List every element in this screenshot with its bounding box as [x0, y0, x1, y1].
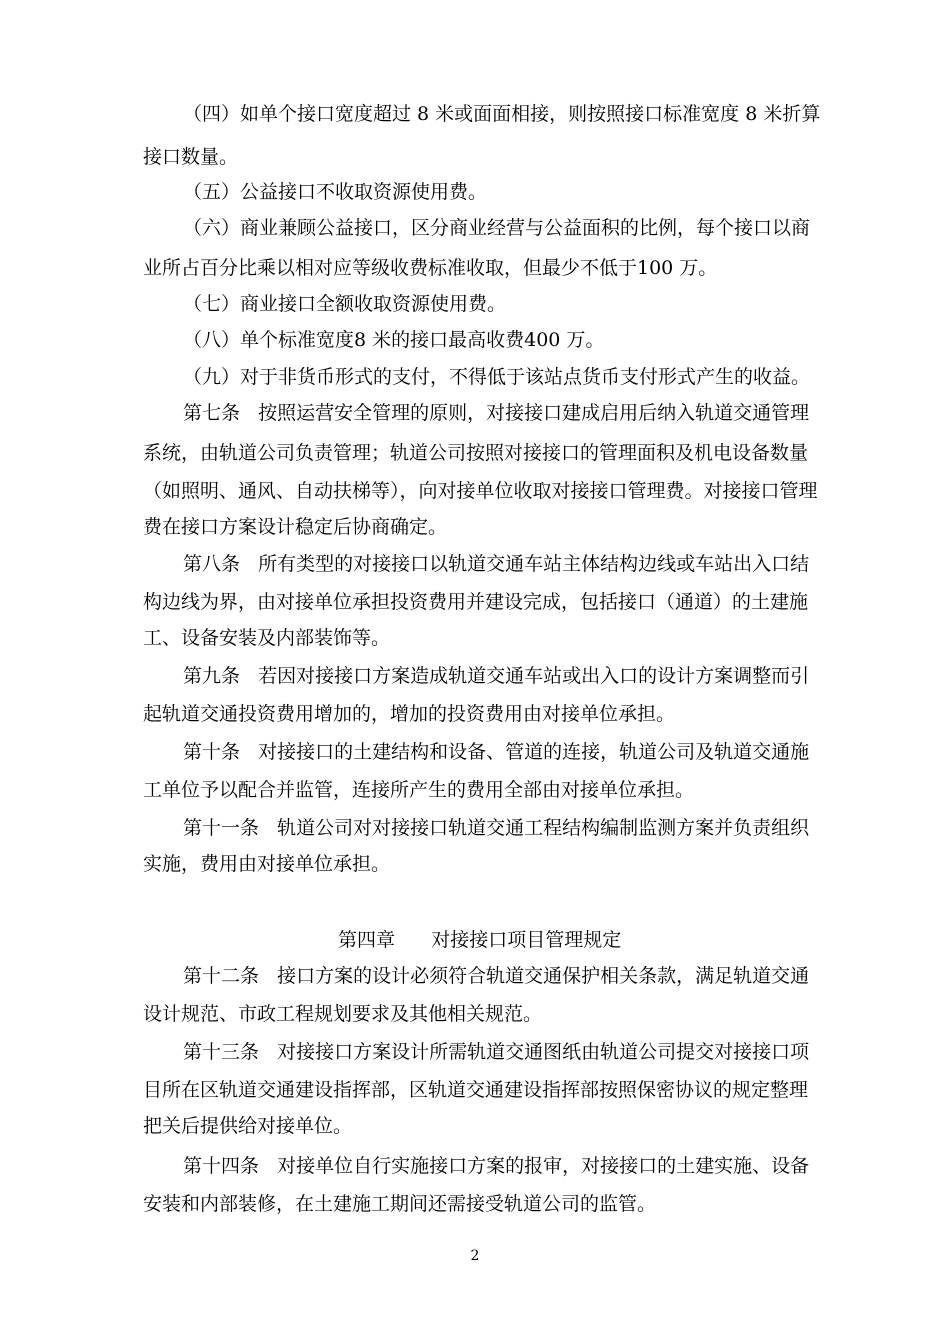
paragraph-line: （四）如单个接口宽度超过 8 米或面面相接，则按照接口标准宽度 8 米折算	[183, 103, 821, 125]
article-seven-line: 费在接口方案设计稳定后协商确定。	[143, 516, 448, 538]
paragraph-line: （六）商业兼顾公益接口，区分商业经营与公益面积的比例，每个接口以商	[183, 217, 811, 239]
article-thirteen-line: 目所在区轨道交通建设指挥部，区轨道交通建设指挥部按照保密协议的规定整理	[143, 1079, 809, 1101]
page-number: 2	[470, 1248, 480, 1264]
article-nine-line: 起轨道交通投资费用增加的，增加的投资费用由对接单位承担。	[143, 703, 676, 725]
article-twelve-line: 第十二条 接口方案的设计必须符合轨道交通保护相关条款，满足轨道交通	[183, 965, 810, 987]
paragraph-line: （八）单个标准宽度8 米的接口最高收费400 万。	[183, 329, 605, 351]
paragraph-line: 业所占百分比乘以相对应等级收费标准收取，但最少不低于100 万。	[143, 257, 718, 279]
chapter-title: 第四章 对接接口项目管理规定	[338, 929, 622, 951]
article-nine-line: 第九条 若因对接接口方案造成轨道交通车站或出入口的设计方案调整而引	[183, 665, 810, 687]
paragraph-line: （九）对于非货币形式的支付，不得低于该站点货币支付形式产生的收益。	[183, 366, 811, 388]
paragraph-line: （五）公益接口不收取资源使用费。	[183, 181, 488, 203]
paragraph-line: （七）商业接口全额收取资源使用费。	[183, 293, 507, 315]
article-eight-line: 工、设备安装及内部装饰等。	[143, 627, 391, 649]
article-fourteen-line: 第十四条 对接单位自行实施接口方案的报审，对接接口的土建实施、设备	[183, 1155, 810, 1177]
article-eight-line: 第八条 所有类型的对接接口以轨道交通车站主体结构边线或车站出入口结	[183, 553, 810, 575]
article-seven-line: 系统，由轨道公司负责管理；轨道公司按照对接接口的管理面积及机电设备数量	[143, 442, 809, 464]
article-fourteen-line: 安装和内部装修，在土建施工期间还需接受轨道公司的监管。	[143, 1193, 657, 1215]
article-twelve-line: 设计规范、市政工程规划要求及其他相关规范。	[143, 1003, 543, 1025]
article-eleven-line: 第十一条 轨道公司对对接接口轨道交通工程结构编制监测方案并负责组织	[183, 817, 810, 839]
article-seven-line: （如照明、通风、自动扶梯等），向对接单位收取对接接口管理费。对接接口管理	[143, 480, 818, 502]
article-ten-line: 工单位予以配合并监管，连接所产生的费用全部由对接单位承担。	[143, 779, 695, 801]
article-thirteen-line: 第十三条 对接接口方案设计所需轨道交通图纸由轨道公司提交对接接口项	[183, 1041, 810, 1063]
article-seven-line: 第七条 按照运营安全管理的原则，对接接口建成启用后纳入轨道交通管理	[183, 402, 810, 424]
article-eight-line: 构边线为界，由对接单位承担投资费用并建设完成，包括接口（通道）的土建施	[143, 591, 809, 613]
article-ten-line: 第十条 对接接口的土建结构和设备、管道的连接，轨道公司及轨道交通施	[183, 741, 810, 763]
article-thirteen-line: 把关后提供给对接单位。	[143, 1115, 353, 1137]
article-eleven-line: 实施，费用由对接单位承担。	[143, 853, 391, 875]
paragraph-line: 接口数量。	[143, 146, 239, 168]
